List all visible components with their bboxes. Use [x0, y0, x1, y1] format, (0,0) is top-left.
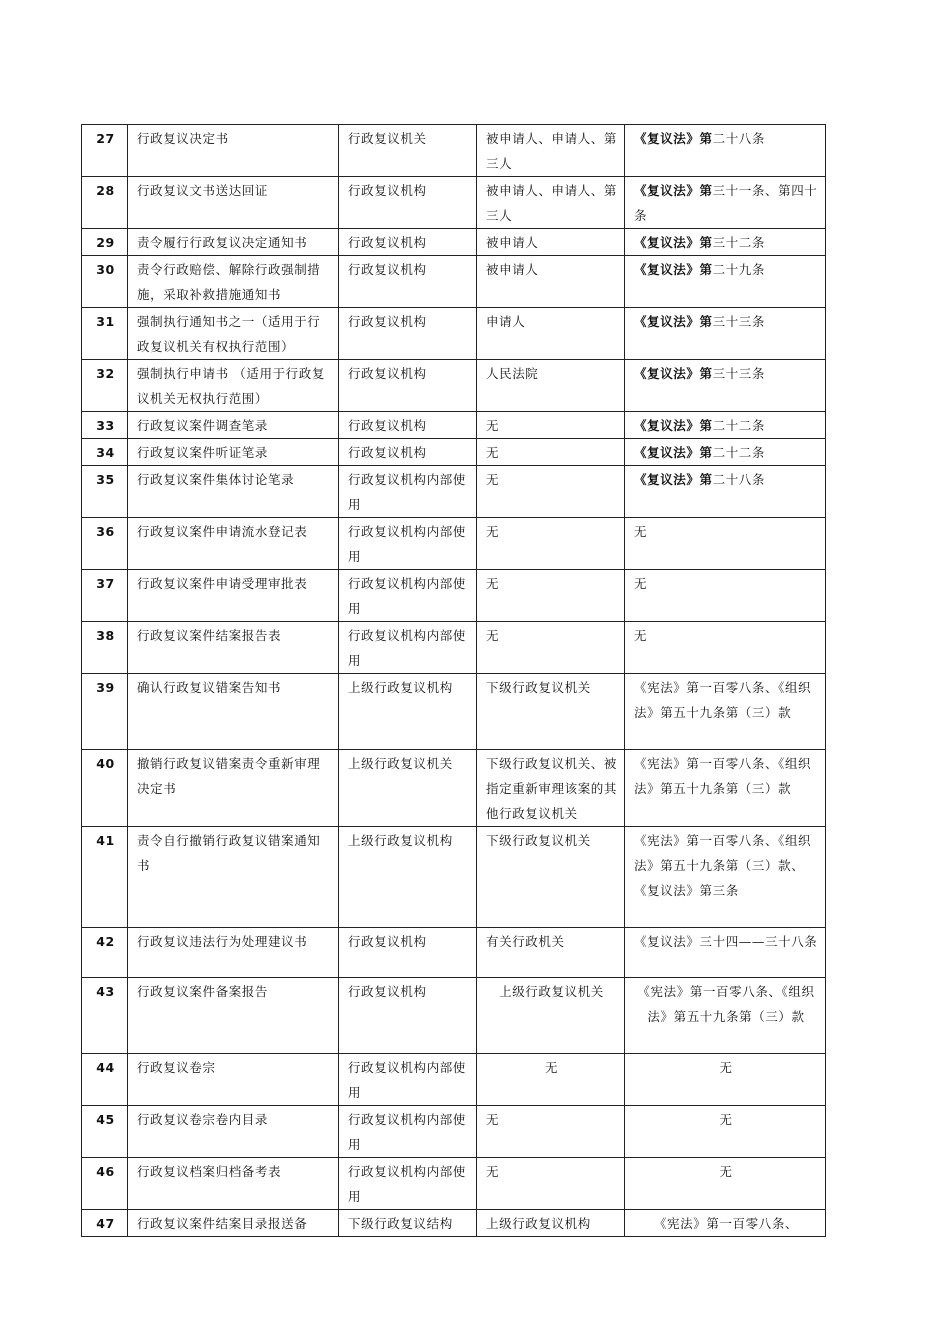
recipient: 被申请人 [477, 229, 625, 256]
legal-basis-bold: 《复议法》第 [634, 131, 713, 146]
document-name: 行政复议档案归档备考表 [128, 1158, 339, 1210]
row-number: 33 [82, 412, 128, 439]
document-name: 行政复议案件申请受理审批表 [128, 570, 339, 622]
issuing-body: 行政复议机构内部使用 [339, 1158, 477, 1210]
legal-basis: 《宪法》第一百零八条、《组织法》第五十九条第（三）款、《复议法》第三条 [625, 827, 826, 928]
recipient: 申请人 [477, 308, 625, 360]
row-number: 40 [82, 750, 128, 827]
recipient: 上级行政复议机构 [477, 1210, 625, 1237]
recipient: 下级行政复议机关 [477, 674, 625, 750]
legal-basis-text: 三十三条 [712, 366, 766, 381]
document-name: 行政复议案件结案报告表 [128, 622, 339, 674]
legal-basis: 《宪法》第一百零八条、《组织法》第五十九条第（三）款 [625, 750, 826, 827]
issuing-body: 行政复议机构内部使用 [339, 570, 477, 622]
issuing-body: 行政复议机构 [339, 177, 477, 229]
table-row [82, 412, 826, 439]
legal-basis: 无 [625, 570, 826, 622]
table-row [82, 360, 826, 412]
row-number: 41 [82, 827, 128, 928]
legal-basis: 《复议法》三十四——三十八条 [625, 928, 826, 978]
document-name: 行政复议决定书 [128, 125, 339, 177]
table-row [82, 1054, 826, 1106]
recipient: 无 [477, 439, 625, 466]
table-row [82, 978, 826, 1054]
document-name: 行政复议文书送达回证 [128, 177, 339, 229]
table-row [82, 308, 826, 360]
recipient: 被申请人、申请人、第三人 [477, 177, 625, 229]
legal-basis [625, 308, 826, 360]
issuing-body: 上级行政复议机构 [339, 674, 477, 750]
recipient: 无 [477, 570, 625, 622]
recipient: 无 [477, 1106, 625, 1158]
document-name: 行政复议案件备案报告 [128, 978, 339, 1054]
issuing-body: 行政复议机构 [339, 978, 477, 1054]
document-name: 责令自行撤销行政复议错案通知书 [128, 827, 339, 928]
row-number: 45 [82, 1106, 128, 1158]
legal-basis-text: 二十八条 [712, 472, 766, 487]
legal-basis-bold: 《复议法》第 [634, 472, 713, 487]
legal-basis [625, 125, 826, 177]
table-row [82, 827, 826, 928]
recipient: 下级行政复议机关、被指定重新审理该案的其他行政复议机关 [477, 750, 625, 827]
table-row [82, 674, 826, 750]
recipient: 被申请人、申请人、第三人 [477, 125, 625, 177]
recipient: 无 [477, 1158, 625, 1210]
document-name: 行政复议案件听证笔录 [128, 439, 339, 466]
recipient: 被申请人 [477, 256, 625, 308]
issuing-body: 行政复议机构内部使用 [339, 1054, 477, 1106]
legal-basis-text: 二十八条 [712, 131, 766, 146]
row-number: 30 [82, 256, 128, 308]
document-name: 行政复议案件结案目录报送备 [128, 1210, 339, 1237]
issuing-body: 行政复议机构内部使用 [339, 518, 477, 570]
table-row [82, 439, 826, 466]
issuing-body: 行政复议机构 [339, 256, 477, 308]
legal-basis: 无 [625, 1158, 826, 1210]
issuing-body: 下级行政复议结构 [339, 1210, 477, 1237]
legal-basis: 《宪法》第一百零八条、《组织法》第五十九条第（三）款 [625, 674, 826, 750]
table-row [82, 518, 826, 570]
row-number: 37 [82, 570, 128, 622]
legal-basis [625, 412, 826, 439]
recipient: 无 [477, 412, 625, 439]
legal-basis-text: 二十二条 [712, 418, 766, 433]
legal-basis: 无 [625, 622, 826, 674]
document-name: 行政复议案件集体讨论笔录 [128, 466, 339, 518]
document-name: 撤销行政复议错案责令重新审理决定书 [128, 750, 339, 827]
document-name: 责令行政赔偿、解除行政强制措施，采取补救措施通知书 [128, 256, 339, 308]
legal-basis [625, 177, 826, 229]
document-name: 行政复议卷宗卷内目录 [128, 1106, 339, 1158]
row-number: 36 [82, 518, 128, 570]
legal-basis [625, 466, 826, 518]
issuing-body: 行政复议机构内部使用 [339, 466, 477, 518]
table-row [82, 928, 826, 978]
row-number: 34 [82, 439, 128, 466]
legal-basis: 《宪法》第一百零八条、 [625, 1210, 826, 1237]
document-table [81, 124, 826, 1237]
row-number: 31 [82, 308, 128, 360]
document-name: 行政复议案件申请流水登记表 [128, 518, 339, 570]
issuing-body: 上级行政复议机关 [339, 750, 477, 827]
legal-basis: 无 [625, 1054, 826, 1106]
row-number: 38 [82, 622, 128, 674]
legal-basis-text: 三十二条 [712, 235, 766, 250]
legal-basis: 无 [625, 518, 826, 570]
legal-basis-bold: 《复议法》第 [634, 418, 713, 433]
table-row [82, 1210, 826, 1237]
legal-basis-bold: 《复议法》第 [634, 183, 713, 198]
document-name: 强制执行通知书之一（适用于行政复议机关有权执行范围） [128, 308, 339, 360]
document-name: 确认行政复议错案告知书 [128, 674, 339, 750]
legal-basis-bold: 《复议法》第 [634, 262, 713, 277]
issuing-body: 行政复议机构 [339, 308, 477, 360]
recipient: 无 [477, 1054, 625, 1106]
issuing-body: 行政复议机构 [339, 229, 477, 256]
recipient: 上级行政复议机关 [477, 978, 625, 1054]
table-row [82, 177, 826, 229]
table-row [82, 1158, 826, 1210]
legal-basis-bold: 《复议法》第 [634, 235, 713, 250]
table-row [82, 256, 826, 308]
row-number: 47 [82, 1210, 128, 1237]
issuing-body: 行政复议机构 [339, 360, 477, 412]
issuing-body: 行政复议机构内部使用 [339, 622, 477, 674]
legal-basis-text: 三十三条 [712, 314, 766, 329]
legal-basis: 无 [625, 1106, 826, 1158]
recipient: 无 [477, 518, 625, 570]
document-name: 行政复议卷宗 [128, 1054, 339, 1106]
issuing-body: 行政复议机关 [339, 125, 477, 177]
recipient: 下级行政复议机关 [477, 827, 625, 928]
table-row [82, 622, 826, 674]
issuing-body: 行政复议机构 [339, 439, 477, 466]
legal-basis-bold: 《复议法》第 [634, 366, 713, 381]
legal-basis-text: 二十九条 [712, 262, 766, 277]
legal-basis: 《宪法》第一百零八条、《组织法》第五十九条第（三）款 [625, 978, 826, 1054]
legal-basis-text: 三十一条、第四十条 [634, 183, 818, 223]
row-number: 46 [82, 1158, 128, 1210]
legal-basis [625, 229, 826, 256]
table-row [82, 229, 826, 256]
table-row [82, 125, 826, 177]
row-number: 44 [82, 1054, 128, 1106]
legal-basis [625, 439, 826, 466]
row-number: 32 [82, 360, 128, 412]
issuing-body: 行政复议机构内部使用 [339, 1106, 477, 1158]
recipient: 无 [477, 466, 625, 518]
row-number: 27 [82, 125, 128, 177]
document-name: 强制执行申请书 （适用于行政复议机关无权执行范围） [128, 360, 339, 412]
row-number: 43 [82, 978, 128, 1054]
table-row [82, 1106, 826, 1158]
legal-basis [625, 360, 826, 412]
row-number: 28 [82, 177, 128, 229]
issuing-body: 行政复议机构 [339, 412, 477, 439]
document-name: 责令履行行政复议决定通知书 [128, 229, 339, 256]
table-row [82, 750, 826, 827]
legal-basis-bold: 《复议法》第 [634, 314, 713, 329]
issuing-body: 上级行政复议机构 [339, 827, 477, 928]
row-number: 39 [82, 674, 128, 750]
legal-basis-text: 二十二条 [712, 445, 766, 460]
recipient: 有关行政机关 [477, 928, 625, 978]
row-number: 35 [82, 466, 128, 518]
table-row [82, 466, 826, 518]
table-row [82, 570, 826, 622]
issuing-body: 行政复议机构 [339, 928, 477, 978]
row-number: 42 [82, 928, 128, 978]
document-name: 行政复议违法行为处理建议书 [128, 928, 339, 978]
legal-basis [625, 256, 826, 308]
recipient: 人民法院 [477, 360, 625, 412]
legal-basis-bold: 《复议法》第 [634, 445, 713, 460]
document-name: 行政复议案件调查笔录 [128, 412, 339, 439]
recipient: 无 [477, 622, 625, 674]
row-number: 29 [82, 229, 128, 256]
